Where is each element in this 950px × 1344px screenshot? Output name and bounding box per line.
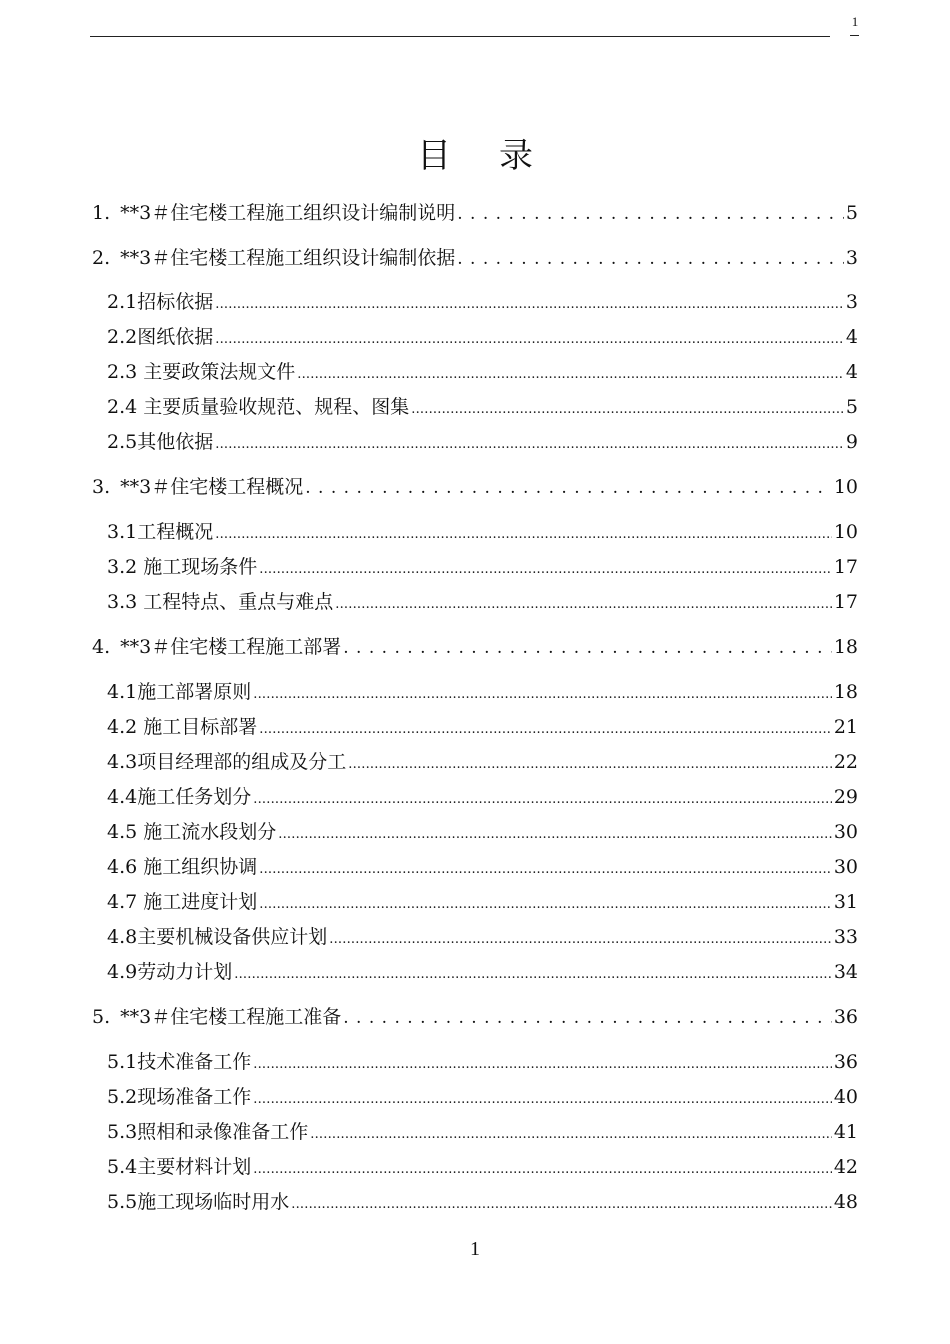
toc-entry-number: 5. — [92, 1006, 111, 1028]
toc-dot-leader — [343, 634, 832, 661]
toc-page-number: 36 — [833, 1006, 858, 1028]
toc-entry-number: 4.2 — [107, 716, 138, 738]
toc-section-entry[interactable] — [107, 1189, 858, 1215]
toc-section-entry[interactable] — [107, 359, 858, 385]
toc-dot-leader — [215, 429, 844, 458]
toc-dot-leader — [215, 289, 844, 318]
toc-entry-number: 4.5 — [107, 821, 138, 843]
toc-entry-text: 施工进度计划 — [137, 891, 258, 913]
toc-chapter-entry[interactable] — [92, 474, 858, 500]
toc-entry-number: 5.2 — [107, 1086, 138, 1108]
toc-dot-leader — [291, 1189, 832, 1218]
toc-entry-label — [107, 889, 257, 915]
toc-entry-text: 劳动力计划 — [137, 961, 233, 983]
toc-dot-leader — [259, 554, 832, 583]
toc-entry-number: 3.1 — [107, 521, 138, 543]
toc-dot-leader — [253, 1084, 832, 1113]
toc-entry-number: 2. — [92, 247, 111, 269]
toc-page-number: 18 — [833, 636, 858, 658]
toc-page-number: 4 — [845, 361, 858, 383]
toc-entry-label — [107, 359, 295, 385]
toc-entry-text: 技术准备工作 — [137, 1051, 252, 1073]
toc-entry-text: 其他依据 — [137, 431, 214, 453]
toc-entry-text: 施工现场条件 — [137, 556, 258, 578]
toc-entry-text: 主要质量验收规范、规程、图集 — [137, 396, 410, 418]
toc-dot-leader — [457, 200, 844, 227]
toc-page-number: 30 — [833, 856, 858, 878]
toc-dot-leader — [348, 749, 832, 778]
toc-dot-leader — [234, 959, 832, 988]
toc-entry-label — [92, 634, 341, 660]
toc-dot-leader — [253, 784, 832, 813]
toc-page-number: 30 — [833, 821, 858, 843]
toc-section-entry[interactable] — [107, 854, 858, 880]
toc-chapter-entry[interactable] — [92, 1004, 858, 1030]
toc-entry-number: 2.1 — [107, 291, 138, 313]
toc-entry-label — [107, 1084, 251, 1110]
toc-entry-label — [107, 1049, 251, 1075]
toc-entry-number: 4.9 — [107, 961, 138, 983]
toc-page-number: 10 — [833, 521, 858, 543]
toc-dot-leader — [457, 245, 844, 272]
toc-entry-label — [92, 200, 455, 226]
toc-section-entry[interactable] — [107, 1119, 858, 1145]
page-title: 目录 — [417, 135, 581, 176]
toc-page-number: 3 — [845, 291, 858, 313]
toc-section-entry[interactable] — [107, 889, 858, 915]
toc-entry-number: 5.4 — [107, 1156, 138, 1178]
toc-entry-text: 主要政策法规文件 — [137, 361, 296, 383]
toc-page-number: 10 — [833, 476, 858, 498]
toc-dot-leader — [215, 519, 832, 548]
toc-entry-text: 现场准备工作 — [137, 1086, 252, 1108]
toc-chapter-entry[interactable] — [92, 634, 858, 660]
toc-entry-label — [107, 324, 213, 350]
toc-section-entry[interactable] — [107, 959, 858, 985]
toc-section-entry[interactable] — [107, 714, 858, 740]
toc-entry-label — [107, 924, 327, 950]
toc-entry-number: 4.3 — [107, 751, 138, 773]
toc-entry-text: 施工部署原则 — [137, 681, 252, 703]
toc-dot-leader — [329, 924, 832, 953]
toc-entry-label — [107, 289, 213, 315]
toc-dot-leader — [411, 394, 844, 423]
toc-entry-label — [107, 784, 251, 810]
toc-dot-leader — [335, 589, 832, 618]
toc-entry-number: 4.6 — [107, 856, 138, 878]
toc-entry-text: 工程概况 — [137, 521, 214, 543]
toc-entry-label — [107, 394, 409, 420]
toc-entry-label — [107, 1119, 308, 1145]
toc-page-number: 9 — [845, 431, 858, 453]
toc-entry-text: **3＃住宅楼工程施工部署 — [120, 636, 342, 658]
toc-section-entry[interactable] — [107, 519, 858, 545]
toc-page-number: 21 — [833, 716, 858, 738]
toc-entry-number: 4.4 — [107, 786, 138, 808]
toc-dot-leader — [278, 819, 832, 848]
toc-page-number: 48 — [833, 1191, 858, 1213]
toc-entry-number: 2.2 — [107, 326, 138, 348]
toc-page-number: 5 — [845, 396, 858, 418]
toc-entry-text: 照相和录像准备工作 — [137, 1121, 309, 1143]
toc-chapter-entry[interactable] — [92, 200, 858, 226]
toc-dot-leader — [259, 714, 832, 743]
toc-entry-label — [107, 1154, 251, 1180]
toc-page-number: 36 — [833, 1051, 858, 1073]
toc-page-number: 29 — [833, 786, 858, 808]
toc-entry-number: 3.3 — [107, 591, 138, 613]
toc-entry-text: **3＃住宅楼工程施工组织设计编制说明 — [120, 202, 456, 224]
toc-section-entry[interactable] — [107, 589, 858, 615]
toc-section-entry[interactable] — [107, 289, 858, 315]
toc-dot-leader — [297, 359, 844, 388]
toc-entry-number: 5.3 — [107, 1121, 138, 1143]
toc-entry-text: 施工组织协调 — [137, 856, 258, 878]
toc-page-number: 3 — [845, 247, 858, 269]
toc-dot-leader — [259, 889, 832, 918]
toc-entry-text: 施工现场临时用水 — [137, 1191, 290, 1213]
toc-entry-text: **3＃住宅楼工程施工准备 — [120, 1006, 342, 1028]
toc-entry-number: 4.7 — [107, 891, 138, 913]
toc-page-number: 17 — [833, 556, 858, 578]
toc-page-number: 41 — [833, 1121, 858, 1143]
header-page-number: 1 — [851, 14, 859, 29]
toc-page-number: 22 — [833, 751, 858, 773]
toc-page-number: 4 — [845, 326, 858, 348]
toc-section-entry[interactable] — [107, 1084, 858, 1110]
toc-entry-number: 3.2 — [107, 556, 138, 578]
toc-section-entry[interactable] — [107, 924, 858, 950]
toc-dot-leader — [305, 474, 832, 501]
toc-dot-leader — [310, 1119, 832, 1148]
toc-entry-number: 5.5 — [107, 1191, 138, 1213]
toc-section-entry[interactable] — [107, 554, 858, 580]
toc-entry-text: 工程特点、重点与难点 — [137, 591, 334, 613]
toc-dot-leader — [215, 324, 844, 353]
toc-entry-text: 招标依据 — [137, 291, 214, 313]
toc-dot-leader — [253, 1049, 832, 1078]
toc-page-number: 31 — [833, 891, 858, 913]
toc-entry-label — [107, 854, 257, 880]
toc-section-entry[interactable] — [107, 324, 858, 350]
toc-entry-text: 项目经理部的组成及分工 — [137, 751, 347, 773]
toc-section-entry[interactable] — [107, 1049, 858, 1075]
toc-entry-number: 2.5 — [107, 431, 138, 453]
toc-entry-text: 施工目标部署 — [137, 716, 258, 738]
toc-entry-label — [92, 474, 303, 500]
toc-entry-label — [107, 819, 276, 845]
toc-entry-label — [107, 1189, 289, 1215]
toc-entry-label — [107, 519, 213, 545]
toc-chapter-entry[interactable] — [92, 245, 858, 271]
toc-dot-leader — [343, 1004, 832, 1031]
toc-page-number: 18 — [833, 681, 858, 703]
toc-section-entry[interactable] — [107, 394, 858, 420]
toc-entry-label — [92, 1004, 341, 1030]
toc-page-number: 40 — [833, 1086, 858, 1108]
toc-section-entry[interactable] — [107, 429, 858, 455]
toc-entry-text: 施工流水段划分 — [137, 821, 277, 843]
toc-section-entry[interactable] — [107, 819, 858, 845]
toc-section-entry[interactable] — [107, 749, 858, 775]
toc-entry-label — [107, 959, 232, 985]
toc-dot-leader — [253, 1154, 832, 1183]
toc-page-number: 17 — [833, 591, 858, 613]
toc-section-entry[interactable] — [107, 1154, 858, 1180]
toc-entry-number: 4.8 — [107, 926, 138, 948]
footer-page-number: 1 — [470, 1238, 480, 1260]
toc-dot-leader — [253, 679, 832, 708]
toc-entry-number: 2.4 — [107, 396, 138, 418]
toc-entry-text: 施工任务划分 — [137, 786, 252, 808]
toc-entry-text: 主要机械设备供应计划 — [137, 926, 328, 948]
toc-page-number: 33 — [833, 926, 858, 948]
toc-section-entry[interactable] — [107, 679, 858, 705]
toc-entry-number: 1. — [92, 202, 111, 224]
toc-entry-label — [107, 429, 213, 455]
toc-entry-number: 2.3 — [107, 361, 138, 383]
toc-entry-label — [92, 245, 455, 271]
toc-entry-label — [107, 714, 257, 740]
toc-entry-number: 3. — [92, 476, 111, 498]
toc-entry-label — [107, 554, 257, 580]
toc-section-entry[interactable] — [107, 784, 858, 810]
toc-entry-text: **3＃住宅楼工程概况 — [120, 476, 304, 498]
toc-entry-label — [107, 749, 346, 775]
toc-page-number: 5 — [845, 202, 858, 224]
toc-entry-number: 4. — [92, 636, 111, 658]
toc-entry-label — [107, 589, 333, 615]
toc-entry-label — [107, 679, 251, 705]
toc-page-number: 34 — [833, 961, 858, 983]
toc-dot-leader — [259, 854, 832, 883]
toc-page-number: 42 — [833, 1156, 858, 1178]
toc-entry-text: **3＃住宅楼工程施工组织设计编制依据 — [120, 247, 456, 269]
toc-entry-number: 4.1 — [107, 681, 138, 703]
toc-entry-text: 主要材料计划 — [137, 1156, 252, 1178]
toc-entry-number: 5.1 — [107, 1051, 138, 1073]
toc-entry-text: 图纸依据 — [137, 326, 214, 348]
